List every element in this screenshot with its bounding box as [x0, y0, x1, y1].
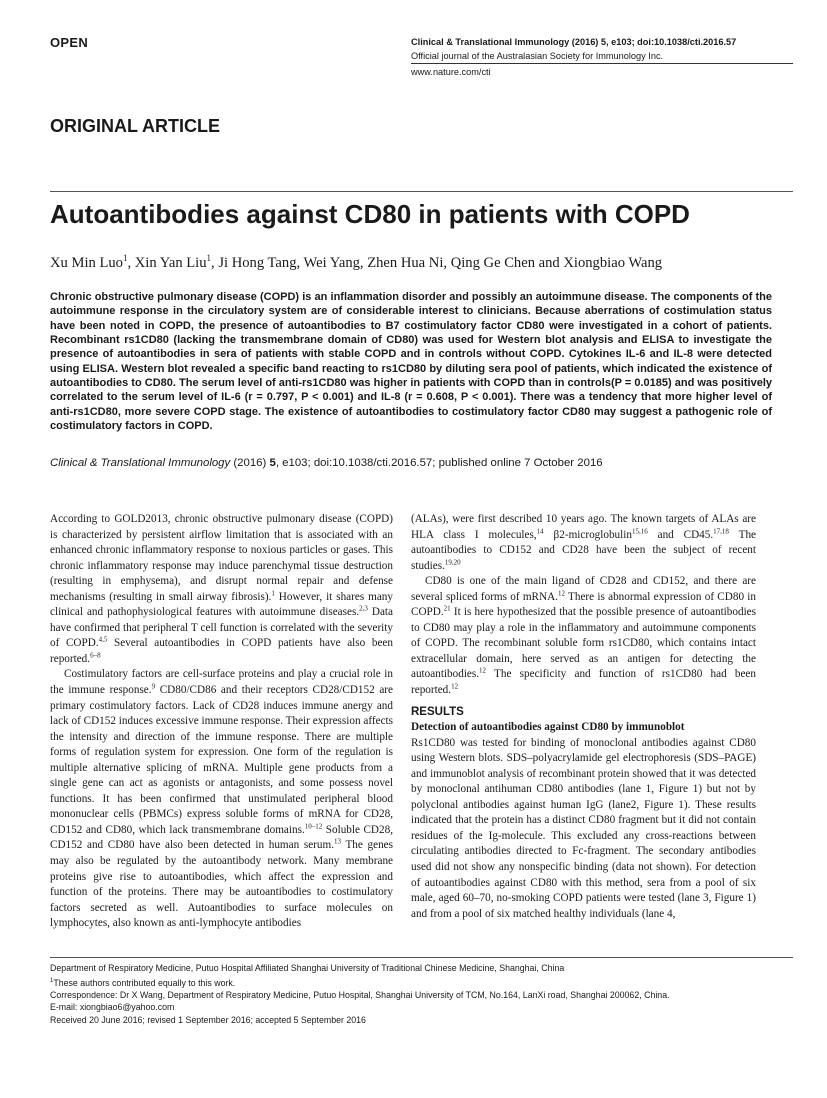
equal-contribution-note: $^1$These authors contributed equally to this work.	[50, 977, 236, 988]
reference-mark[interactable]: 17,18	[713, 526, 729, 535]
footnote-divider	[50, 957, 793, 958]
reference-mark[interactable]: 2,3	[359, 604, 368, 613]
author-affiliation-mark: 1	[122, 253, 128, 263]
citation-line	[50, 456, 603, 471]
reference-mark[interactable]: 1	[271, 589, 275, 597]
reference-mark[interactable]: 12	[451, 682, 459, 691]
affiliation-note: Department of Respiratory Medicine, Putuo Hospital Affiliated Shanghai University of Traditional Chinese Medicine, Shanghai, China	[50, 963, 565, 973]
journal-url-link[interactable]: www.nature.com/cti	[411, 67, 491, 77]
header-divider	[411, 63, 793, 64]
reference-mark[interactable]: 13	[334, 837, 341, 846]
journal-citation-line: Clinical & Translational Immunology (2016) 5, e103; doi:10.1038/cti.2016.57	[411, 37, 737, 47]
reference-mark[interactable]: 12	[557, 589, 565, 597]
author-list: Xu Min Luo$^1$, Xin Yan Liu$^1$, Ji Hong Tang, Wei Yang, Zhen Hua Ni, Qing Ge Chen and Xiongbiao Wang	[50, 253, 663, 271]
author-names-rest: , Ji Hong Tang, Wei Yang, Zhen Hua Ni, Qing Ge Chen and Xiongbiao Wang	[211, 254, 663, 271]
body-paragraph: CD80 is one of the main ligand of CD28 and CD152, and there are several spliced forms of mRNA.$^{12}$ There is abnormal expression of CD80 in COPD.$^{21}$ It is here hypothesized that the possible presence of autoantibodies to CD80 may play a role in the inflammatory and autoimmune components of COPD. The recombinant soluble form rs1CD80, which contains intact extracellular domain, here served as an antigen for detecting the autoantibodies.$^{12}$ The specificity and function of rs1CD80 had been reported.$^{12}$	[411, 575, 756, 697]
results-subheading: Detection of autoantibodies against CD80 by immunoblot	[411, 721, 685, 734]
body-paragraph: Costimulatory factors are cell-surface proteins and play a crucial role in the immune response.$^9$ CD80/CD86 and their receptors CD28/CD152 are primary costimulatory factors. Lack of CD28 induces immune anergy and lack of CD152 induces excessive immune response. Their expression affects the intensity and direction of the immune response. There are multiple forms of regulation system for expression. One form of the regulation is multiple alternative splicing of mRNA. Multiple gene products from a single gene can act as agonists or antagonists, and some possess novel functions. It has been confirmed that unstimulated peripheral blood mononuclear cells (PBMCs) express soluble forms of mRNA for CD28, CD152 and CD80, which lack transmembrane domains.$^{10-12}$ Soluble CD28, CD152 and CD80 have also been detected in human serum.$^{13}$ The genes may also be regulated by the autoantibody network. Many membrane proteins give rise to autoantibodies, which affect the expression and function of the proteins. There may be autoantibodies to costimulatory factors secreted as well. Autoantibodies to surface molecules on lymphocytes, also known as anti-lymphocyte antibodies	[50, 668, 393, 930]
body-column-left	[50, 512, 393, 932]
reference-mark[interactable]: 15,16	[631, 526, 648, 535]
received-dates: Received 20 June 2016; revised 1 September 2016; accepted 5 September 2016	[50, 1014, 366, 1025]
reference-mark[interactable]: 6–8	[90, 651, 101, 660]
body-paragraph: (ALAs), were first described 10 years ago. The known targets of ALAs are HLA class I molecules,$^{14}$ β2-microglobulin$^{15,16}$ and CD45.$^{17,18}$ The autoantibodies to CD152 and CD28 have been the subject of recent studies.$^{19,20}$	[411, 513, 756, 572]
reference-mark[interactable]: 19,20	[444, 557, 461, 566]
reference-mark[interactable]: 9	[151, 682, 156, 691]
society-line: Official journal of the Australasian Society for Immunology Inc.	[411, 51, 664, 61]
footnotes	[50, 962, 670, 1026]
citation-volume: 5	[269, 457, 276, 469]
article-title: Autoantibodies against CD80 in patients with COPD	[50, 199, 690, 229]
journal-info	[411, 35, 736, 63]
reference-mark[interactable]: 10–12	[304, 822, 323, 831]
body-paragraph: According to GOLD2013, chronic obstructive pulmonary disease (COPD) is characterized by persistent airflow limitation that is associated with an enhanced chronic inflammatory response to noxious particles or gases. This chronic inflammatory response may induce parenchymal tissue destruction (resulting in emphysema), and disrupt normal repair and defense mechanisms (resulting in small airway fibrosis).$^1$ However, it shares many clinical and pathophysiological features with autoimmune diseases.$^{2,3}$ Data have confirmed that peripheral T cell function is correlated with the severity of COPD.$^{4,5}$ Several autoantibodies in COPD patients have also been reported.$^{6-8}$	[50, 513, 393, 665]
citation-details: , e103; doi:10.1038/cti.2016.57; published online 7 October 2016	[275, 457, 603, 469]
abstract: Chronic obstructive pulmonary disease (COPD) is an inflammation disorder and possibly an autoimmune disease. The components of the autoimmune response in the circulatory system are of considerable interest to clinicians. Because aberrations of costimulation status have been noted in COPD, the presence of autoantibodies to B7 costimulatory factor CD80 were investigated in a cohort of patients. Recombinant rs1CD80 (lacking the transmembrane domain of CD80) was used for Western blot analysis and ELISA to investigate the presence of autoantibodies in sera of patients with stable COPD and in controls without COPD. Cytokines IL-6 and IL-8 were detected using ELISA. Western blot revealed a specific band reacting to rs1CD80 by diluting sera pool of patients, which indicated the existence of autoantibodies to CD80. The serum level of anti-rs1CD80 was higher in patients with COPD than in controls(P = 0.0185) and was positively correlated to the serum level of IL-6 (r = 0.797, P < 0.001) and IL-8 (r = 0.608, P < 0.001). There was a tendency that more higher level of anti-rs1CD80, more severe COPD stage. The existence of autoantibodies to costimulatory factor CD80 may suggest a pathogenic role of costimulatory factors in COPD.	[50, 291, 772, 433]
body-column-right	[411, 512, 756, 922]
citation-journal: Clinical & Translational Immunology	[50, 457, 231, 469]
body-paragraph: Rs1CD80 was tested for binding of monoclonal antibodies against CD80 using Western blots. SDS–polyacrylamide gel electrophoresis (SDS–PAGE) and immunoblot analysis of recombinant protein showed that it was detected by monoclonal antihuman CD80 antibodies (lane 1, Figure 1) but not by polyclonal antibodies against human IgG (lane2, Figure 1). These results indicated that the protein has a distinct CD80 fragment but it did not contain residues of the Ig-molecule. This excluded any cross-reactions between circulating antibodies directed to Fc-fragment. The secondary antibodies used did not show any nonspecific binding (data not shown). For detection of autoantibodies against CD80 with this method, sera from a pool of six male, aged 60–70, no-smoking COPD patients were tested (lane 3, Figure 1) and from a pool of six matched healthy individuals (lane 4,	[411, 736, 756, 920]
open-access-label: OPEN	[50, 35, 89, 50]
reference-mark[interactable]: 14	[536, 526, 544, 535]
title-divider	[50, 191, 793, 192]
section-label: ORIGINAL ARTICLE	[50, 116, 220, 136]
reference-mark[interactable]: 12	[479, 666, 487, 675]
email-link[interactable]: E-mail: xiongbiao6@yahoo.com	[50, 1002, 175, 1013]
reference-mark[interactable]: 4,5	[98, 635, 108, 644]
author-affiliation-mark: 1	[206, 253, 212, 263]
reference-mark[interactable]: 21	[443, 604, 451, 613]
results-heading: RESULTS	[411, 705, 464, 718]
citation-year: (2016)	[230, 457, 270, 469]
author-name: Xin Yan Liu	[134, 254, 207, 271]
correspondence-note: Correspondence: Dr X Wang, Department of Respiratory Medicine, Putuo Hospital, Shanghai University of TCM, No.164, LanXi road, Shanghai 200062, China.	[50, 989, 670, 1000]
author-name: Xu Min Luo	[50, 254, 123, 271]
